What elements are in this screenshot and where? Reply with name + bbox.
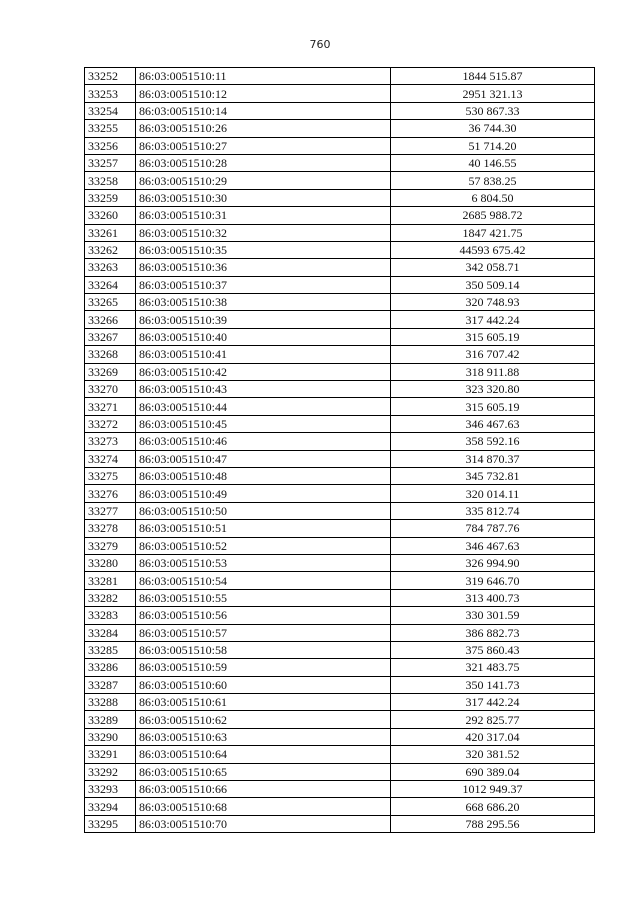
- value-cell: 335 812.74: [391, 502, 595, 519]
- cadastral-number-cell: 86:03:0051510:14: [136, 102, 391, 119]
- row-number-cell: 33287: [85, 676, 136, 693]
- row-number-cell: 33254: [85, 102, 136, 119]
- table-row: [85, 676, 595, 693]
- table-row: [85, 68, 595, 85]
- value-cell: 420 317.04: [391, 728, 595, 745]
- value-cell: 350 509.14: [391, 276, 595, 293]
- value-cell: 1012 949.37: [391, 781, 595, 798]
- row-number-cell: 33280: [85, 554, 136, 571]
- cadastral-value-table: [84, 67, 595, 833]
- row-number-cell: 33274: [85, 450, 136, 467]
- cadastral-number-cell: 86:03:0051510:70: [136, 815, 391, 832]
- cadastral-number-cell: 86:03:0051510:44: [136, 398, 391, 415]
- value-cell: 320 014.11: [391, 485, 595, 502]
- table-row: [85, 641, 595, 658]
- table-row: [85, 798, 595, 815]
- table-row: [85, 154, 595, 171]
- cadastral-number-cell: 86:03:0051510:68: [136, 798, 391, 815]
- value-cell: 346 467.63: [391, 537, 595, 554]
- row-number-cell: 33261: [85, 224, 136, 241]
- cadastral-number-cell: 86:03:0051510:65: [136, 763, 391, 780]
- value-cell: 57 838.25: [391, 172, 595, 189]
- row-number-cell: 33279: [85, 537, 136, 554]
- value-cell: 323 320.80: [391, 381, 595, 398]
- cadastral-number-cell: 86:03:0051510:39: [136, 311, 391, 328]
- row-number-cell: 33277: [85, 502, 136, 519]
- row-number-cell: 33285: [85, 641, 136, 658]
- table-row: [85, 711, 595, 728]
- table-row: [85, 346, 595, 363]
- value-cell: 44593 675.42: [391, 241, 595, 258]
- table-row: [85, 728, 595, 745]
- value-cell: 320 381.52: [391, 746, 595, 763]
- row-number-cell: 33281: [85, 572, 136, 589]
- row-number-cell: 33266: [85, 311, 136, 328]
- table-row: [85, 815, 595, 832]
- cadastral-number-cell: 86:03:0051510:37: [136, 276, 391, 293]
- value-cell: 316 707.42: [391, 346, 595, 363]
- row-number-cell: 33278: [85, 520, 136, 537]
- row-number-cell: 33267: [85, 328, 136, 345]
- cadastral-number-cell: 86:03:0051510:11: [136, 68, 391, 85]
- cadastral-number-cell: 86:03:0051510:38: [136, 294, 391, 311]
- value-cell: 326 994.90: [391, 554, 595, 571]
- table-row: [85, 589, 595, 606]
- cadastral-number-cell: 86:03:0051510:55: [136, 589, 391, 606]
- value-cell: 321 483.75: [391, 659, 595, 676]
- value-cell: 317 442.24: [391, 694, 595, 711]
- row-number-cell: 33289: [85, 711, 136, 728]
- value-cell: 358 592.16: [391, 433, 595, 450]
- table-row: [85, 224, 595, 241]
- cadastral-number-cell: 86:03:0051510:12: [136, 85, 391, 102]
- table-row: [85, 485, 595, 502]
- table-row: [85, 659, 595, 676]
- cadastral-number-cell: 86:03:0051510:62: [136, 711, 391, 728]
- table-row: [85, 381, 595, 398]
- table-row: [85, 172, 595, 189]
- table-row: [85, 398, 595, 415]
- row-number-cell: 33286: [85, 659, 136, 676]
- cadastral-number-cell: 86:03:0051510:46: [136, 433, 391, 450]
- table-row: [85, 311, 595, 328]
- value-cell: 315 605.19: [391, 398, 595, 415]
- cadastral-number-cell: 86:03:0051510:58: [136, 641, 391, 658]
- table-row: [85, 207, 595, 224]
- value-cell: 690 389.04: [391, 763, 595, 780]
- cadastral-number-cell: 86:03:0051510:28: [136, 154, 391, 171]
- table-row: [85, 102, 595, 119]
- cadastral-number-cell: 86:03:0051510:26: [136, 120, 391, 137]
- value-cell: 668 686.20: [391, 798, 595, 815]
- table-row: [85, 450, 595, 467]
- row-number-cell: 33290: [85, 728, 136, 745]
- value-cell: 330 301.59: [391, 607, 595, 624]
- value-cell: 530 867.33: [391, 102, 595, 119]
- row-number-cell: 33276: [85, 485, 136, 502]
- value-cell: 350 141.73: [391, 676, 595, 693]
- table-row: [85, 763, 595, 780]
- row-number-cell: 33257: [85, 154, 136, 171]
- cadastral-number-cell: 86:03:0051510:47: [136, 450, 391, 467]
- table-row: [85, 137, 595, 154]
- table-row: [85, 328, 595, 345]
- value-cell: 36 744.30: [391, 120, 595, 137]
- value-cell: 375 860.43: [391, 641, 595, 658]
- table-row: [85, 120, 595, 137]
- row-number-cell: 33269: [85, 363, 136, 380]
- table-row: [85, 520, 595, 537]
- cadastral-number-cell: 86:03:0051510:40: [136, 328, 391, 345]
- cadastral-number-cell: 86:03:0051510:49: [136, 485, 391, 502]
- row-number-cell: 33295: [85, 815, 136, 832]
- value-cell: 386 882.73: [391, 624, 595, 641]
- row-number-cell: 33268: [85, 346, 136, 363]
- row-number-cell: 33283: [85, 607, 136, 624]
- table-row: [85, 415, 595, 432]
- row-number-cell: 33294: [85, 798, 136, 815]
- row-number-cell: 33263: [85, 259, 136, 276]
- table-row: [85, 746, 595, 763]
- cadastral-number-cell: 86:03:0051510:48: [136, 467, 391, 484]
- cadastral-number-cell: 86:03:0051510:31: [136, 207, 391, 224]
- value-cell: 342 058.71: [391, 259, 595, 276]
- cadastral-number-cell: 86:03:0051510:42: [136, 363, 391, 380]
- cadastral-number-cell: 86:03:0051510:57: [136, 624, 391, 641]
- row-number-cell: 33265: [85, 294, 136, 311]
- value-cell: 314 870.37: [391, 450, 595, 467]
- value-cell: 2685 988.72: [391, 207, 595, 224]
- row-number-cell: 33255: [85, 120, 136, 137]
- cadastral-number-cell: 86:03:0051510:45: [136, 415, 391, 432]
- row-number-cell: 33273: [85, 433, 136, 450]
- cadastral-number-cell: 86:03:0051510:66: [136, 781, 391, 798]
- table-row: [85, 276, 595, 293]
- row-number-cell: 33262: [85, 241, 136, 258]
- row-number-cell: 33293: [85, 781, 136, 798]
- value-cell: 313 400.73: [391, 589, 595, 606]
- cadastral-number-cell: 86:03:0051510:61: [136, 694, 391, 711]
- value-cell: 345 732.81: [391, 467, 595, 484]
- table-row: [85, 624, 595, 641]
- value-cell: 346 467.63: [391, 415, 595, 432]
- table-row: [85, 433, 595, 450]
- cadastral-number-cell: 86:03:0051510:32: [136, 224, 391, 241]
- cadastral-number-cell: 86:03:0051510:64: [136, 746, 391, 763]
- table-row: [85, 85, 595, 102]
- value-cell: 319 646.70: [391, 572, 595, 589]
- table-row: [85, 554, 595, 571]
- cadastral-number-cell: 86:03:0051510:56: [136, 607, 391, 624]
- row-number-cell: 33259: [85, 189, 136, 206]
- cadastral-number-cell: 86:03:0051510:51: [136, 520, 391, 537]
- cadastral-number-cell: 86:03:0051510:27: [136, 137, 391, 154]
- table-row: [85, 467, 595, 484]
- value-cell: 784 787.76: [391, 520, 595, 537]
- cadastral-number-cell: 86:03:0051510:50: [136, 502, 391, 519]
- page-number: 760: [309, 38, 331, 51]
- row-number-cell: 33264: [85, 276, 136, 293]
- value-cell: 40 146.55: [391, 154, 595, 171]
- cadastral-number-cell: 86:03:0051510:63: [136, 728, 391, 745]
- table-row: [85, 781, 595, 798]
- row-number-cell: 33260: [85, 207, 136, 224]
- table-row: [85, 241, 595, 258]
- table-row: [85, 607, 595, 624]
- value-cell: 788 295.56: [391, 815, 595, 832]
- row-number-cell: 33253: [85, 85, 136, 102]
- table-row: [85, 294, 595, 311]
- value-cell: 51 714.20: [391, 137, 595, 154]
- table-row: [85, 259, 595, 276]
- value-cell: 292 825.77: [391, 711, 595, 728]
- table-body: [85, 68, 595, 833]
- cadastral-number-cell: 86:03:0051510:60: [136, 676, 391, 693]
- cadastral-number-cell: 86:03:0051510:53: [136, 554, 391, 571]
- row-number-cell: 33292: [85, 763, 136, 780]
- value-cell: 2951 321.13: [391, 85, 595, 102]
- value-cell: 315 605.19: [391, 328, 595, 345]
- row-number-cell: 33291: [85, 746, 136, 763]
- cadastral-number-cell: 86:03:0051510:52: [136, 537, 391, 554]
- value-cell: 318 911.88: [391, 363, 595, 380]
- value-cell: 1847 421.75: [391, 224, 595, 241]
- row-number-cell: 33252: [85, 68, 136, 85]
- table-row: [85, 537, 595, 554]
- row-number-cell: 33284: [85, 624, 136, 641]
- row-number-cell: 33288: [85, 694, 136, 711]
- cadastral-number-cell: 86:03:0051510:36: [136, 259, 391, 276]
- row-number-cell: 33256: [85, 137, 136, 154]
- table-row: [85, 572, 595, 589]
- row-number-cell: 33272: [85, 415, 136, 432]
- value-cell: 1844 515.87: [391, 68, 595, 85]
- value-cell: 320 748.93: [391, 294, 595, 311]
- cadastral-number-cell: 86:03:0051510:35: [136, 241, 391, 258]
- row-number-cell: 33282: [85, 589, 136, 606]
- row-number-cell: 33271: [85, 398, 136, 415]
- cadastral-number-cell: 86:03:0051510:29: [136, 172, 391, 189]
- cadastral-number-cell: 86:03:0051510:59: [136, 659, 391, 676]
- cadastral-number-cell: 86:03:0051510:43: [136, 381, 391, 398]
- table-row: [85, 694, 595, 711]
- value-cell: 317 442.24: [391, 311, 595, 328]
- cadastral-number-cell: 86:03:0051510:41: [136, 346, 391, 363]
- value-cell: 6 804.50: [391, 189, 595, 206]
- row-number-cell: 33275: [85, 467, 136, 484]
- table-row: [85, 502, 595, 519]
- row-number-cell: 33258: [85, 172, 136, 189]
- row-number-cell: 33270: [85, 381, 136, 398]
- table-row: [85, 189, 595, 206]
- cadastral-number-cell: 86:03:0051510:30: [136, 189, 391, 206]
- cadastral-number-cell: 86:03:0051510:54: [136, 572, 391, 589]
- table-row: [85, 363, 595, 380]
